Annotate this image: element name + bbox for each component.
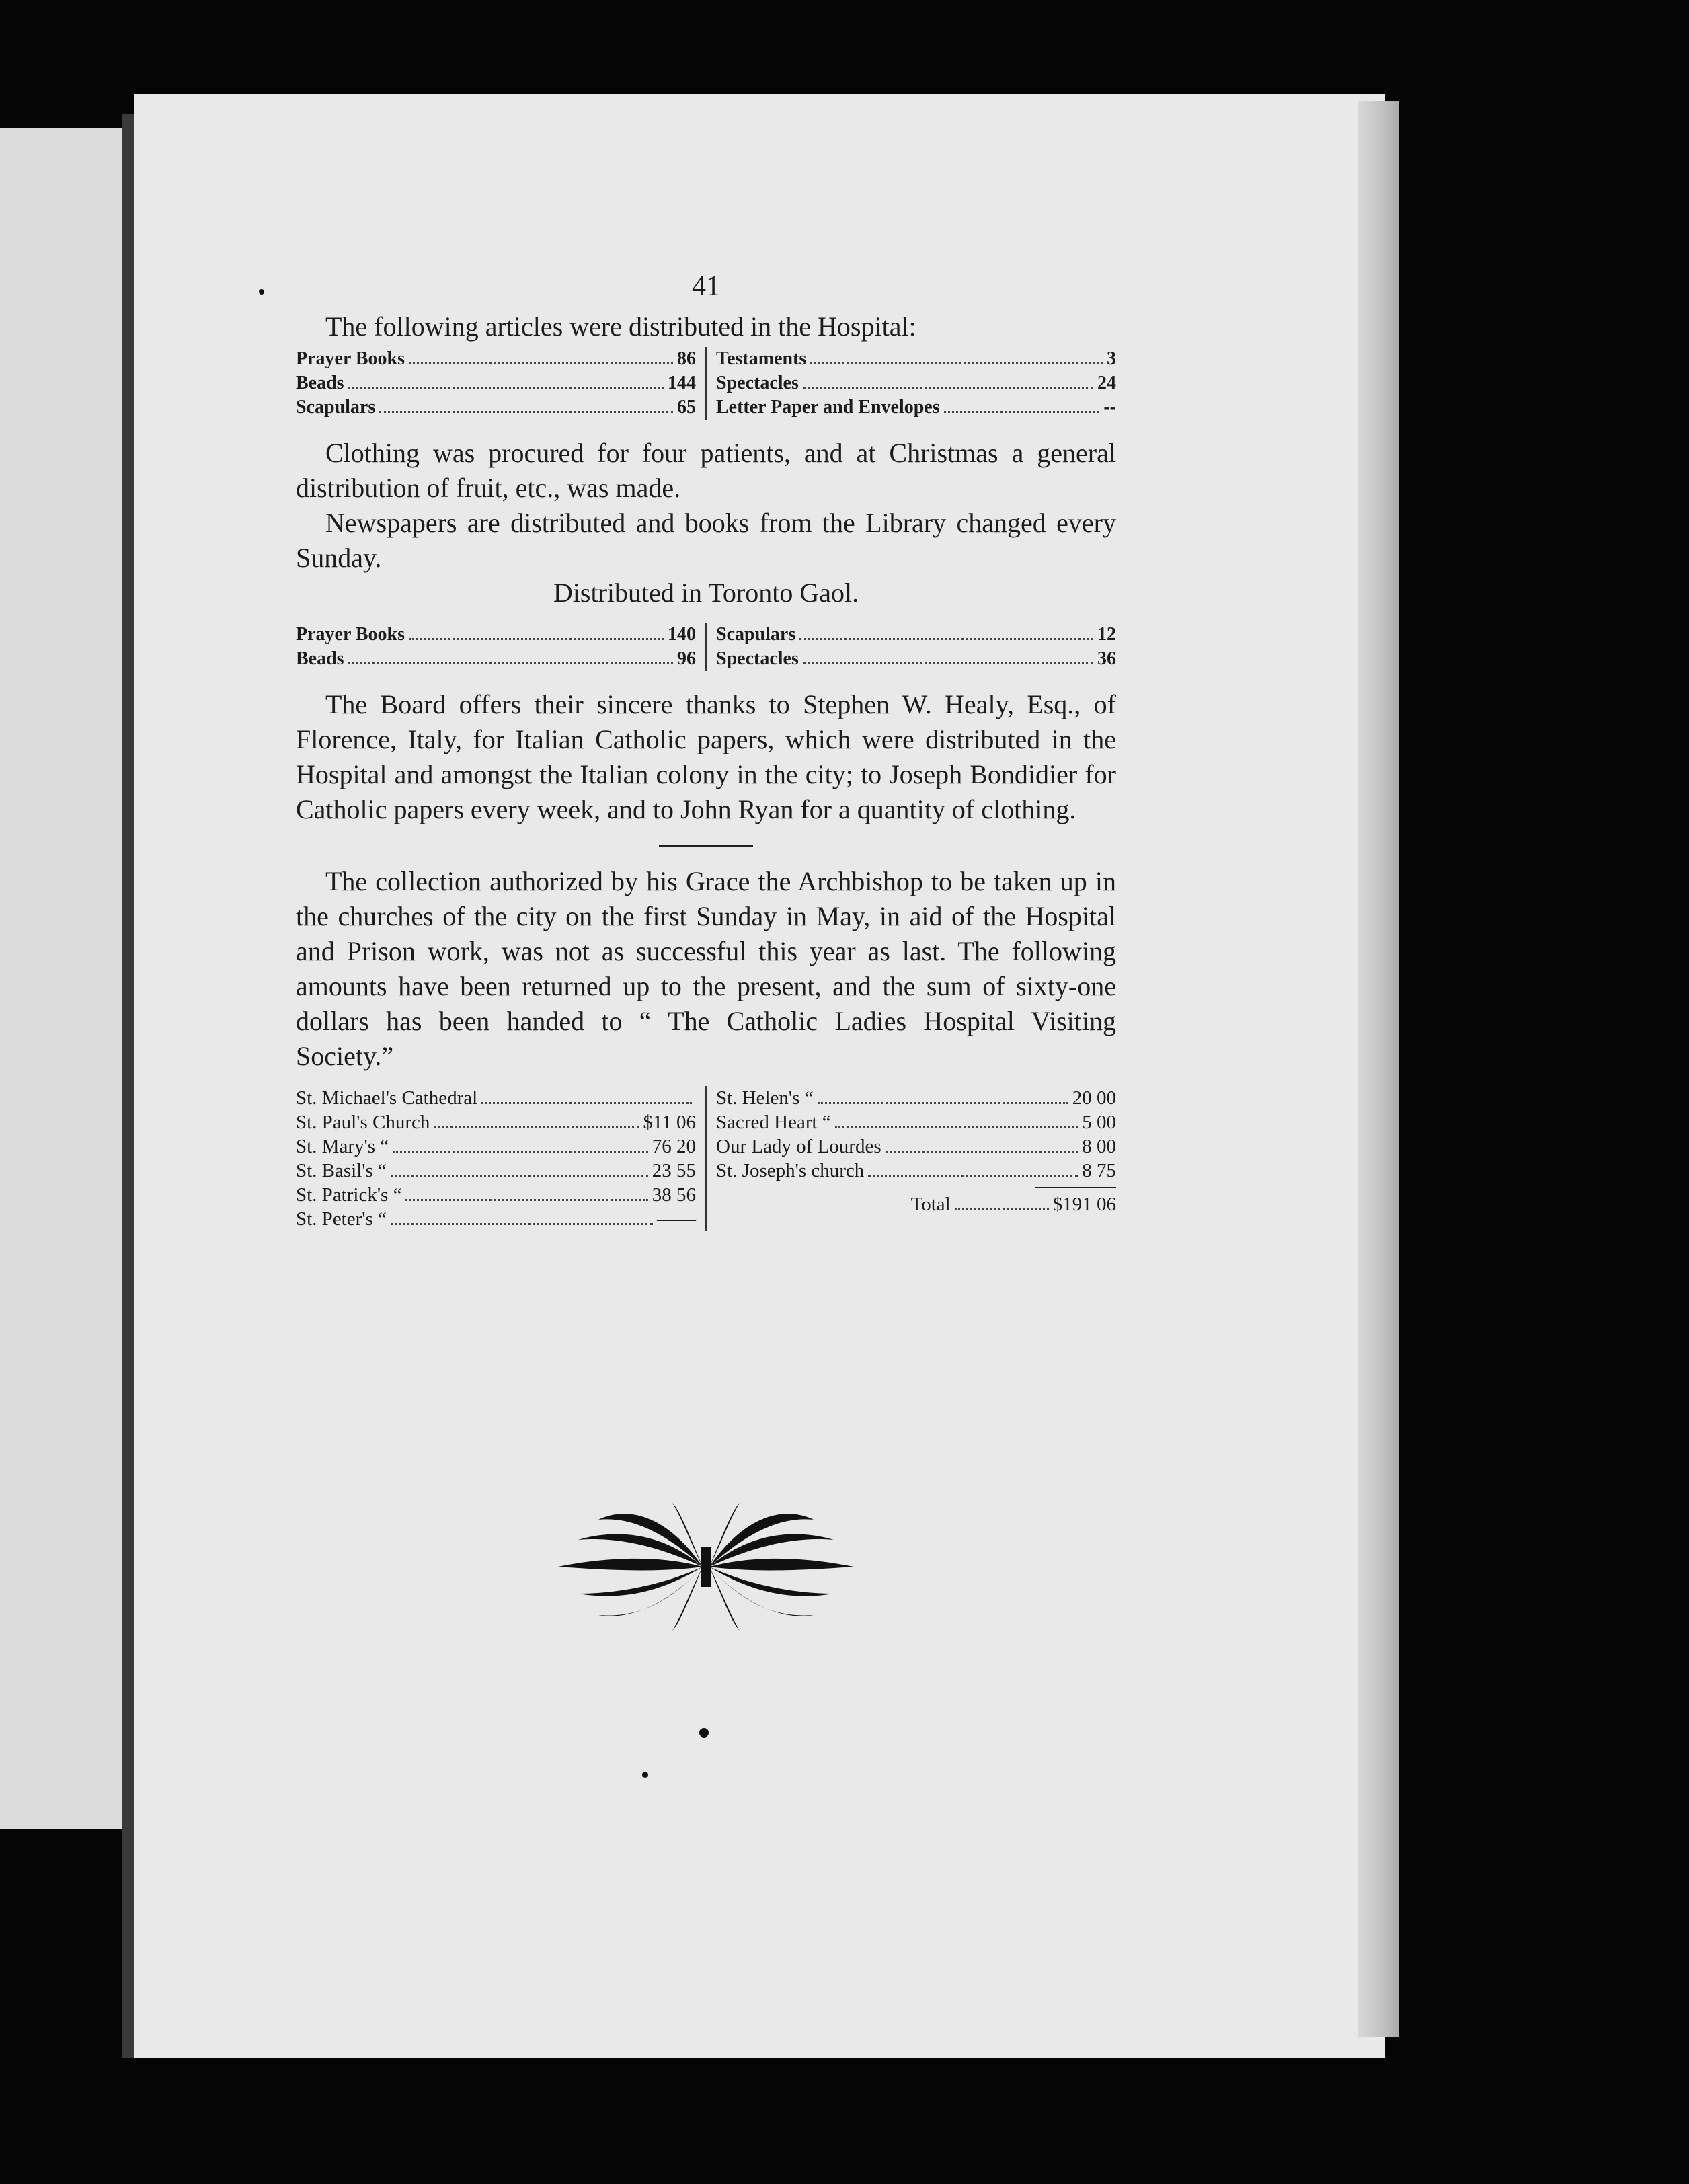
hospital-items-table: [296, 347, 1116, 420]
intro-hospital: The following articles were distributed in the Hospital:: [325, 311, 916, 342]
paragraph-thanks: The Board offers their sincere thanks to Stephen W. Healy, Esq., of Florence, Italy, for Italian Catholic papers, which were distributed in the Hospital and amongst the Italian colony in the city; to Joseph Bondidier for Catholic papers every week, and to John Ryan for a quantity of clothing.: [296, 689, 1116, 824]
table-row: Spectacles 36: [716, 648, 1116, 669]
page-edge: [1358, 101, 1399, 2037]
decorative-ornament: [551, 1499, 861, 1634]
table-row: Scapulars 12: [716, 624, 1116, 645]
table-row: Our Lady of Lourdes 8 00: [716, 1136, 1116, 1157]
table-row: Beads 96: [296, 648, 696, 669]
table-row: Prayer Books 86: [296, 348, 696, 369]
collections-right: [707, 1086, 1116, 1231]
ink-speck: [642, 1772, 648, 1778]
paragraph-newspapers: Newspapers are distributed and books from the Library changed every Sunday.: [296, 508, 1116, 573]
book-gutter: [122, 114, 134, 2058]
page-content: [296, 269, 1116, 1247]
table-row: Letter Paper and Envelopes --: [716, 397, 1116, 418]
collections-table: [296, 1086, 1116, 1231]
table-row: St. Paul's Church $11 06: [296, 1112, 696, 1133]
gaol-items-table: [296, 623, 1116, 671]
table-row: Sacred Heart “ 5 00: [716, 1112, 1116, 1133]
facing-page: [0, 128, 122, 1829]
ink-speck: [259, 289, 264, 295]
ornament-left-fan: [558, 1503, 703, 1631]
table-row: Testaments 3: [716, 348, 1116, 369]
gaol-items-left: [296, 623, 707, 671]
table-row: St. Patrick's “ 38 56: [296, 1184, 696, 1206]
page-number: 41: [692, 271, 720, 302]
table-row: St. Joseph's church 8 75: [716, 1160, 1116, 1181]
ink-speck: [699, 1728, 709, 1738]
hospital-items-left: [296, 347, 707, 420]
table-row: Scapulars 65: [296, 397, 696, 418]
table-row: St. Helen's “ 20 00: [716, 1087, 1116, 1109]
table-row: Beads 144: [296, 373, 696, 393]
paragraph-collection: The collection authorized by his Grace the Archbishop to be taken up in the churches of the city on the first Sunday in May, in aid of the Hospital and Prison work, was not as successful this year as last. The following amounts have been returned up to the present, and the sum of sixty-one dollars has been handed to “ The Catholic Ladies Hospital Visiting Society.”: [296, 866, 1116, 1071]
table-row: Spectacles 24: [716, 373, 1116, 393]
table-row: St. Mary's “ 76 20: [296, 1136, 696, 1157]
table-row: Prayer Books 140: [296, 624, 696, 645]
hospital-items-right: [707, 347, 1116, 420]
table-row: St. Peter's “ ——: [296, 1208, 696, 1230]
table-row: St. Basil's “ 23 55: [296, 1160, 696, 1181]
table-row: St. Michael's Cathedral: [296, 1086, 696, 1110]
total-rule: [1035, 1187, 1116, 1188]
paragraph-clothing: Clothing was procured for four patients, and at Christmas a general distribution of fruit, etc., was made.: [296, 438, 1116, 503]
gaol-items-right: [707, 623, 1116, 671]
total-row: Total $191 06: [910, 1194, 1116, 1215]
speck: [61, 511, 65, 515]
collections-left: [296, 1086, 707, 1231]
heading-gaol: Distributed in Toronto Gaol.: [553, 578, 859, 608]
ornament-right-fan: [709, 1503, 854, 1631]
section-divider: [659, 845, 753, 847]
